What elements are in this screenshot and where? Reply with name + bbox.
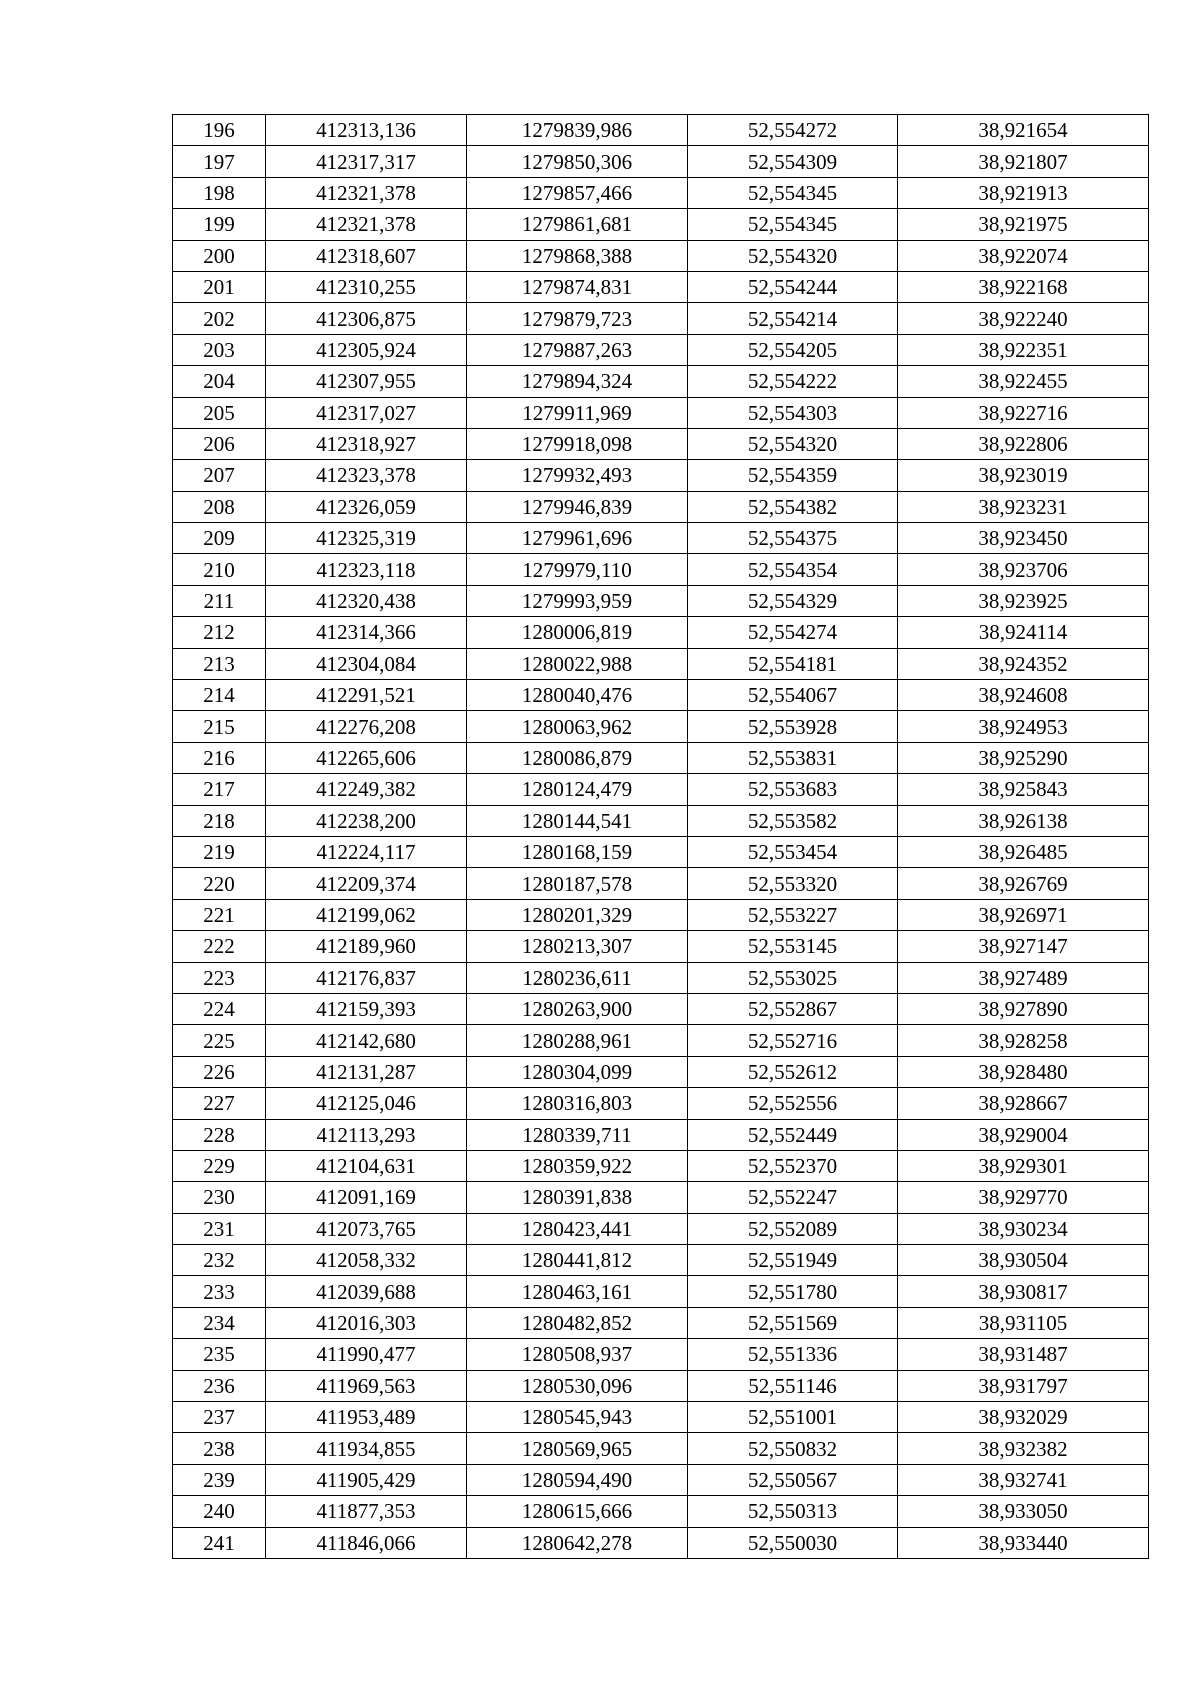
table-row	[173, 303, 1149, 334]
table-row	[173, 742, 1149, 773]
point-number-cell: 241	[173, 1527, 266, 1558]
table-row	[173, 993, 1149, 1024]
y-coordinate-cell: 1279911,969	[467, 397, 688, 428]
longitude-cell: 38,928667	[898, 1088, 1149, 1119]
point-number-cell: 205	[173, 397, 266, 428]
point-number-cell: 208	[173, 491, 266, 522]
latitude-cell: 52,553320	[688, 868, 898, 899]
point-number-cell: 223	[173, 962, 266, 993]
latitude-cell: 52,553683	[688, 774, 898, 805]
y-coordinate-cell: 1280545,943	[467, 1402, 688, 1433]
latitude-cell: 52,553454	[688, 836, 898, 867]
point-number-cell: 197	[173, 146, 266, 177]
x-coordinate-cell: 412304,084	[266, 648, 467, 679]
x-coordinate-cell: 412305,924	[266, 334, 467, 365]
x-coordinate-cell: 412016,303	[266, 1307, 467, 1338]
y-coordinate-cell: 1279887,263	[467, 334, 688, 365]
y-coordinate-cell: 1280463,161	[467, 1276, 688, 1307]
table-row	[173, 428, 1149, 459]
longitude-cell: 38,931797	[898, 1370, 1149, 1401]
table-row	[173, 1339, 1149, 1370]
point-number-cell: 201	[173, 271, 266, 302]
x-coordinate-cell: 412317,027	[266, 397, 467, 428]
y-coordinate-cell: 1280063,962	[467, 711, 688, 742]
x-coordinate-cell: 412323,378	[266, 460, 467, 491]
latitude-cell: 52,554309	[688, 146, 898, 177]
point-number-cell: 226	[173, 1056, 266, 1087]
longitude-cell: 38,930817	[898, 1276, 1149, 1307]
point-number-cell: 233	[173, 1276, 266, 1307]
longitude-cell: 38,924608	[898, 680, 1149, 711]
y-coordinate-cell: 1279861,681	[467, 209, 688, 240]
point-number-cell: 240	[173, 1496, 266, 1527]
table-row	[173, 868, 1149, 899]
point-number-cell: 219	[173, 836, 266, 867]
point-number-cell: 225	[173, 1025, 266, 1056]
table-row	[173, 491, 1149, 522]
x-coordinate-cell: 412039,688	[266, 1276, 467, 1307]
y-coordinate-cell: 1279946,839	[467, 491, 688, 522]
latitude-cell: 52,554354	[688, 554, 898, 585]
y-coordinate-cell: 1279979,110	[467, 554, 688, 585]
x-coordinate-cell: 412318,927	[266, 428, 467, 459]
point-number-cell: 212	[173, 617, 266, 648]
y-coordinate-cell: 1279874,831	[467, 271, 688, 302]
latitude-cell: 52,554067	[688, 680, 898, 711]
table-row	[173, 648, 1149, 679]
y-coordinate-cell: 1280187,578	[467, 868, 688, 899]
latitude-cell: 52,552449	[688, 1119, 898, 1150]
point-number-cell: 239	[173, 1464, 266, 1495]
y-coordinate-cell: 1280316,803	[467, 1088, 688, 1119]
x-coordinate-cell: 412238,200	[266, 805, 467, 836]
table-row	[173, 240, 1149, 271]
y-coordinate-cell: 1280124,479	[467, 774, 688, 805]
longitude-cell: 38,926485	[898, 836, 1149, 867]
point-number-cell: 215	[173, 711, 266, 742]
table-row	[173, 1245, 1149, 1276]
x-coordinate-cell: 412320,438	[266, 585, 467, 616]
table-row	[173, 1370, 1149, 1401]
longitude-cell: 38,927147	[898, 931, 1149, 962]
longitude-cell: 38,924352	[898, 648, 1149, 679]
latitude-cell: 52,552247	[688, 1182, 898, 1213]
point-number-cell: 222	[173, 931, 266, 962]
longitude-cell: 38,929301	[898, 1150, 1149, 1181]
point-number-cell: 231	[173, 1213, 266, 1244]
x-coordinate-cell: 411990,477	[266, 1339, 467, 1370]
latitude-cell: 52,552612	[688, 1056, 898, 1087]
latitude-cell: 52,554345	[688, 177, 898, 208]
y-coordinate-cell: 1280391,838	[467, 1182, 688, 1213]
point-number-cell: 207	[173, 460, 266, 491]
table-row	[173, 805, 1149, 836]
x-coordinate-cell: 412326,059	[266, 491, 467, 522]
longitude-cell: 38,932741	[898, 1464, 1149, 1495]
latitude-cell: 52,551336	[688, 1339, 898, 1370]
table-row	[173, 554, 1149, 585]
table-row	[173, 115, 1149, 146]
latitude-cell: 52,554320	[688, 240, 898, 271]
y-coordinate-cell: 1279850,306	[467, 146, 688, 177]
latitude-cell: 52,551780	[688, 1276, 898, 1307]
table-row	[173, 209, 1149, 240]
latitude-cell: 52,552089	[688, 1213, 898, 1244]
x-coordinate-cell: 411877,353	[266, 1496, 467, 1527]
longitude-cell: 38,922351	[898, 334, 1149, 365]
longitude-cell: 38,923450	[898, 523, 1149, 554]
point-number-cell: 235	[173, 1339, 266, 1370]
table-row	[173, 931, 1149, 962]
longitude-cell: 38,925843	[898, 774, 1149, 805]
y-coordinate-cell: 1280594,490	[467, 1464, 688, 1495]
x-coordinate-cell: 412323,118	[266, 554, 467, 585]
y-coordinate-cell: 1279857,466	[467, 177, 688, 208]
latitude-cell: 52,553025	[688, 962, 898, 993]
x-coordinate-cell: 411953,489	[266, 1402, 467, 1433]
table-row	[173, 271, 1149, 302]
latitude-cell: 52,554274	[688, 617, 898, 648]
point-number-cell: 199	[173, 209, 266, 240]
point-number-cell: 206	[173, 428, 266, 459]
longitude-cell: 38,929770	[898, 1182, 1149, 1213]
y-coordinate-cell: 1279839,986	[467, 115, 688, 146]
longitude-cell: 38,930504	[898, 1245, 1149, 1276]
latitude-cell: 52,553928	[688, 711, 898, 742]
longitude-cell: 38,933050	[898, 1496, 1149, 1527]
latitude-cell: 52,554303	[688, 397, 898, 428]
x-coordinate-cell: 412310,255	[266, 271, 467, 302]
x-coordinate-cell: 412189,960	[266, 931, 467, 962]
longitude-cell: 38,923231	[898, 491, 1149, 522]
latitude-cell: 52,551001	[688, 1402, 898, 1433]
latitude-cell: 52,554222	[688, 366, 898, 397]
longitude-cell: 38,926769	[898, 868, 1149, 899]
longitude-cell: 38,922455	[898, 366, 1149, 397]
x-coordinate-cell: 412199,062	[266, 899, 467, 930]
y-coordinate-cell: 1280441,812	[467, 1245, 688, 1276]
point-number-cell: 214	[173, 680, 266, 711]
longitude-cell: 38,923925	[898, 585, 1149, 616]
latitude-cell: 52,554329	[688, 585, 898, 616]
y-coordinate-cell: 1280304,099	[467, 1056, 688, 1087]
latitude-cell: 52,554272	[688, 115, 898, 146]
table-row	[173, 585, 1149, 616]
latitude-cell: 52,550832	[688, 1433, 898, 1464]
y-coordinate-cell: 1280213,307	[467, 931, 688, 962]
y-coordinate-cell: 1280642,278	[467, 1527, 688, 1558]
longitude-cell: 38,921654	[898, 115, 1149, 146]
x-coordinate-cell: 412249,382	[266, 774, 467, 805]
point-number-cell: 221	[173, 899, 266, 930]
x-coordinate-cell: 412318,607	[266, 240, 467, 271]
y-coordinate-cell: 1280339,711	[467, 1119, 688, 1150]
x-coordinate-cell: 411846,066	[266, 1527, 467, 1558]
x-coordinate-cell: 412113,293	[266, 1119, 467, 1150]
longitude-cell: 38,923706	[898, 554, 1149, 585]
longitude-cell: 38,930234	[898, 1213, 1149, 1244]
longitude-cell: 38,926138	[898, 805, 1149, 836]
latitude-cell: 52,553582	[688, 805, 898, 836]
table-row	[173, 1088, 1149, 1119]
latitude-cell: 52,550030	[688, 1527, 898, 1558]
x-coordinate-cell: 412313,136	[266, 115, 467, 146]
longitude-cell: 38,931105	[898, 1307, 1149, 1338]
table-row	[173, 1119, 1149, 1150]
x-coordinate-cell: 412325,319	[266, 523, 467, 554]
y-coordinate-cell: 1280530,096	[467, 1370, 688, 1401]
longitude-cell: 38,921975	[898, 209, 1149, 240]
y-coordinate-cell: 1280569,965	[467, 1433, 688, 1464]
y-coordinate-cell: 1280482,852	[467, 1307, 688, 1338]
longitude-cell: 38,922806	[898, 428, 1149, 459]
longitude-cell: 38,933440	[898, 1527, 1149, 1558]
point-number-cell: 218	[173, 805, 266, 836]
point-number-cell: 204	[173, 366, 266, 397]
x-coordinate-cell: 411969,563	[266, 1370, 467, 1401]
y-coordinate-cell: 1280144,541	[467, 805, 688, 836]
latitude-cell: 52,552556	[688, 1088, 898, 1119]
y-coordinate-cell: 1280236,611	[467, 962, 688, 993]
latitude-cell: 52,552867	[688, 993, 898, 1024]
longitude-cell: 38,921807	[898, 146, 1149, 177]
x-coordinate-cell: 412265,606	[266, 742, 467, 773]
latitude-cell: 52,553145	[688, 931, 898, 962]
latitude-cell: 52,554375	[688, 523, 898, 554]
y-coordinate-cell: 1280288,961	[467, 1025, 688, 1056]
table-row	[173, 334, 1149, 365]
latitude-cell: 52,551949	[688, 1245, 898, 1276]
latitude-cell: 52,554181	[688, 648, 898, 679]
table-row	[173, 1276, 1149, 1307]
point-number-cell: 209	[173, 523, 266, 554]
table-row	[173, 177, 1149, 208]
longitude-cell: 38,923019	[898, 460, 1149, 491]
longitude-cell: 38,932382	[898, 1433, 1149, 1464]
y-coordinate-cell: 1280040,476	[467, 680, 688, 711]
x-coordinate-cell: 412073,765	[266, 1213, 467, 1244]
y-coordinate-cell: 1279879,723	[467, 303, 688, 334]
y-coordinate-cell: 1280006,819	[467, 617, 688, 648]
latitude-cell: 52,554214	[688, 303, 898, 334]
longitude-cell: 38,924953	[898, 711, 1149, 742]
latitude-cell: 52,550567	[688, 1464, 898, 1495]
table-row	[173, 1433, 1149, 1464]
point-number-cell: 232	[173, 1245, 266, 1276]
x-coordinate-cell: 412321,378	[266, 209, 467, 240]
table-row	[173, 899, 1149, 930]
table-row	[173, 1056, 1149, 1087]
point-number-cell: 229	[173, 1150, 266, 1181]
y-coordinate-cell: 1279932,493	[467, 460, 688, 491]
x-coordinate-cell: 412314,366	[266, 617, 467, 648]
point-number-cell: 210	[173, 554, 266, 585]
x-coordinate-cell: 412209,374	[266, 868, 467, 899]
table-row	[173, 1527, 1149, 1558]
latitude-cell: 52,552370	[688, 1150, 898, 1181]
point-number-cell: 234	[173, 1307, 266, 1338]
point-number-cell: 211	[173, 585, 266, 616]
longitude-cell: 38,927890	[898, 993, 1149, 1024]
latitude-cell: 52,554345	[688, 209, 898, 240]
table-row	[173, 1402, 1149, 1433]
latitude-cell: 52,553227	[688, 899, 898, 930]
longitude-cell: 38,928480	[898, 1056, 1149, 1087]
coordinates-table	[172, 114, 1149, 1559]
longitude-cell: 38,921913	[898, 177, 1149, 208]
y-coordinate-cell: 1280423,441	[467, 1213, 688, 1244]
table-row	[173, 397, 1149, 428]
y-coordinate-cell: 1280263,900	[467, 993, 688, 1024]
point-number-cell: 228	[173, 1119, 266, 1150]
longitude-cell: 38,925290	[898, 742, 1149, 773]
y-coordinate-cell: 1280615,666	[467, 1496, 688, 1527]
latitude-cell: 52,550313	[688, 1496, 898, 1527]
longitude-cell: 38,922240	[898, 303, 1149, 334]
point-number-cell: 238	[173, 1433, 266, 1464]
coordinates-table-body	[173, 115, 1149, 1559]
table-row	[173, 962, 1149, 993]
y-coordinate-cell: 1280022,988	[467, 648, 688, 679]
x-coordinate-cell: 412091,169	[266, 1182, 467, 1213]
point-number-cell: 216	[173, 742, 266, 773]
point-number-cell: 196	[173, 115, 266, 146]
longitude-cell: 38,932029	[898, 1402, 1149, 1433]
x-coordinate-cell: 412276,208	[266, 711, 467, 742]
table-row	[173, 1213, 1149, 1244]
x-coordinate-cell: 412142,680	[266, 1025, 467, 1056]
y-coordinate-cell: 1279993,959	[467, 585, 688, 616]
table-row	[173, 1150, 1149, 1181]
y-coordinate-cell: 1279918,098	[467, 428, 688, 459]
point-number-cell: 227	[173, 1088, 266, 1119]
y-coordinate-cell: 1279894,324	[467, 366, 688, 397]
point-number-cell: 224	[173, 993, 266, 1024]
y-coordinate-cell: 1279868,388	[467, 240, 688, 271]
table-row	[173, 711, 1149, 742]
longitude-cell: 38,929004	[898, 1119, 1149, 1150]
table-row	[173, 523, 1149, 554]
table-row	[173, 1025, 1149, 1056]
longitude-cell: 38,922074	[898, 240, 1149, 271]
x-coordinate-cell: 412131,287	[266, 1056, 467, 1087]
y-coordinate-cell: 1279961,696	[467, 523, 688, 554]
x-coordinate-cell: 411934,855	[266, 1433, 467, 1464]
table-row	[173, 1496, 1149, 1527]
latitude-cell: 52,551146	[688, 1370, 898, 1401]
latitude-cell: 52,553831	[688, 742, 898, 773]
x-coordinate-cell: 412321,378	[266, 177, 467, 208]
table-row	[173, 366, 1149, 397]
point-number-cell: 220	[173, 868, 266, 899]
latitude-cell: 52,554244	[688, 271, 898, 302]
x-coordinate-cell: 412291,521	[266, 680, 467, 711]
x-coordinate-cell: 412104,631	[266, 1150, 467, 1181]
y-coordinate-cell: 1280508,937	[467, 1339, 688, 1370]
latitude-cell: 52,554382	[688, 491, 898, 522]
y-coordinate-cell: 1280359,922	[467, 1150, 688, 1181]
x-coordinate-cell: 412224,117	[266, 836, 467, 867]
x-coordinate-cell: 412159,393	[266, 993, 467, 1024]
point-number-cell: 200	[173, 240, 266, 271]
point-number-cell: 217	[173, 774, 266, 805]
point-number-cell: 213	[173, 648, 266, 679]
y-coordinate-cell: 1280086,879	[467, 742, 688, 773]
x-coordinate-cell: 411905,429	[266, 1464, 467, 1495]
latitude-cell: 52,554359	[688, 460, 898, 491]
point-number-cell: 203	[173, 334, 266, 365]
table-row	[173, 617, 1149, 648]
table-row	[173, 774, 1149, 805]
longitude-cell: 38,922168	[898, 271, 1149, 302]
table-row	[173, 1182, 1149, 1213]
x-coordinate-cell: 412317,317	[266, 146, 467, 177]
latitude-cell: 52,551569	[688, 1307, 898, 1338]
x-coordinate-cell: 412058,332	[266, 1245, 467, 1276]
point-number-cell: 198	[173, 177, 266, 208]
longitude-cell: 38,924114	[898, 617, 1149, 648]
table-row	[173, 836, 1149, 867]
longitude-cell: 38,931487	[898, 1339, 1149, 1370]
latitude-cell: 52,552716	[688, 1025, 898, 1056]
table-row	[173, 1307, 1149, 1338]
longitude-cell: 38,926971	[898, 899, 1149, 930]
table-row	[173, 680, 1149, 711]
point-number-cell: 202	[173, 303, 266, 334]
table-row	[173, 146, 1149, 177]
latitude-cell: 52,554320	[688, 428, 898, 459]
latitude-cell: 52,554205	[688, 334, 898, 365]
table-row	[173, 1464, 1149, 1495]
x-coordinate-cell: 412176,837	[266, 962, 467, 993]
longitude-cell: 38,928258	[898, 1025, 1149, 1056]
y-coordinate-cell: 1280168,159	[467, 836, 688, 867]
point-number-cell: 230	[173, 1182, 266, 1213]
x-coordinate-cell: 412125,046	[266, 1088, 467, 1119]
point-number-cell: 237	[173, 1402, 266, 1433]
table-row	[173, 460, 1149, 491]
x-coordinate-cell: 412306,875	[266, 303, 467, 334]
point-number-cell: 236	[173, 1370, 266, 1401]
longitude-cell: 38,927489	[898, 962, 1149, 993]
longitude-cell: 38,922716	[898, 397, 1149, 428]
y-coordinate-cell: 1280201,329	[467, 899, 688, 930]
x-coordinate-cell: 412307,955	[266, 366, 467, 397]
